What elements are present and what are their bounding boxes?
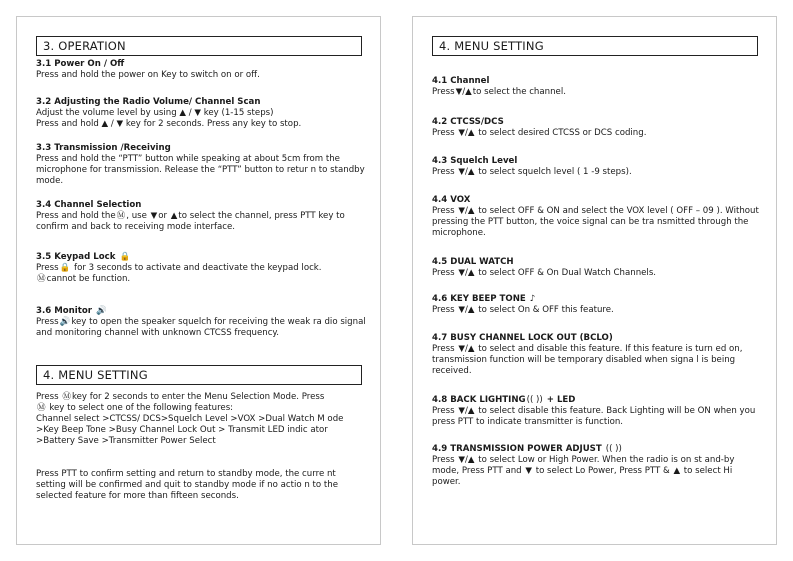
section-key-beep (432, 294, 762, 316)
text: Press (432, 455, 458, 465)
light-icon: (( )) (526, 395, 543, 405)
text: Press (432, 87, 455, 97)
up-arrow-icon: ▲ (170, 211, 178, 221)
section-body (36, 263, 366, 274)
text: + LED (543, 395, 576, 405)
text: Press (432, 268, 458, 278)
section-body: Press and hold the “PTT” button while speaking at about 5cm from the microphone for transmission. Release the “PTT” button to retur n to standby mode. (36, 154, 365, 186)
section-title (36, 252, 366, 263)
text: 4.8 BACK LIGHTING (432, 395, 526, 405)
section-dual-watch (432, 257, 762, 279)
left-page (16, 16, 381, 545)
menu-key-icon: Ⓜ (116, 211, 126, 221)
section-title: 3.3 Transmission /Receiving (36, 143, 171, 153)
section-title: 3.1 Power On / Off (36, 59, 125, 69)
section-body (432, 167, 762, 178)
section-vox (432, 195, 762, 239)
menu-key-icon: Ⓜ (37, 274, 46, 284)
section-body (432, 206, 762, 239)
section-body (432, 455, 762, 488)
text: to select Low or High Power. When the radio is on st and-by mode, Press PTT and (432, 455, 735, 476)
speaker-icon: 🔊 (96, 306, 107, 316)
section-body (432, 406, 762, 428)
down-up-arrow-icon: ▼/▲ (458, 305, 475, 315)
text: Press (432, 128, 458, 138)
section-title (432, 395, 762, 406)
section-bclo (432, 333, 762, 377)
section-keypad-lock (36, 252, 366, 285)
power-icon: (( )) (605, 444, 622, 454)
section-body (432, 305, 762, 316)
down-arrow-icon: ▼ (150, 211, 158, 221)
text: 3.5 Keypad Lock (36, 252, 116, 262)
down-up-arrow-icon: ▼/▲ (458, 167, 475, 177)
text: or (158, 211, 170, 221)
text: key for 2 seconds to enter the Menu Selection Mode. Press (71, 392, 325, 402)
section-body (432, 128, 762, 139)
text: Press (432, 406, 458, 416)
section-title (36, 306, 366, 317)
speaker-icon: 🔊 (59, 317, 71, 327)
down-up-arrow-icon: ▼/▲ (455, 87, 472, 97)
menu-setting-header: 4. MENU SETTING (432, 36, 758, 56)
text: to select and disable this feature. If this feature is turn ed on, transmission function will be temporary disabled when signa l is being received. (432, 344, 743, 376)
text: cannot be function. (46, 274, 131, 284)
section-transmission (36, 143, 366, 187)
section-volume (36, 97, 366, 130)
text: Press (432, 305, 458, 315)
section-body (432, 268, 762, 279)
text: to select disable this feature. Back Lighting will be ON when you press PTT to indicate transmitter is function. (432, 406, 756, 427)
text: to select Lo Power, Press PTT & (532, 466, 673, 476)
down-up-arrow-icon: ▼/▲ (458, 206, 475, 216)
text: to select squelch level ( 1 -9 steps). (475, 167, 632, 177)
down-arrow-icon: ▼ (525, 466, 532, 476)
text: for 3 seconds to activate and deactivate the keypad lock. (71, 263, 322, 273)
text: to select OFF & ON and select the VOX level ( OFF – 09 ). Without pressing the PTT button, the voice signal can be tra nsmitted through the microphone. (432, 206, 759, 238)
section-channel-selection (36, 200, 366, 233)
lock-icon: 🔒 (119, 252, 131, 262)
section-body (432, 87, 762, 98)
section-title (432, 444, 762, 455)
lock-icon: 🔒 (59, 263, 71, 273)
section-body (36, 392, 366, 403)
section-body (36, 274, 366, 285)
text: Press (432, 206, 458, 216)
text: Press (432, 167, 458, 177)
section-menu-confirm (36, 469, 366, 502)
down-up-arrow-icon: ▼/▲ (458, 344, 475, 354)
section-ctcss (432, 117, 762, 139)
text: Press and hold the (36, 211, 116, 221)
text: Press (432, 344, 458, 354)
down-up-arrow-icon: ▼/▲ (458, 128, 475, 138)
section-body: Adjust the volume level by using ▲ / ▼ key (1-15 steps) (36, 108, 274, 118)
text: Press (36, 263, 59, 273)
up-arrow-icon: ▲ (673, 466, 681, 476)
section-squelch (432, 156, 762, 178)
text: Press (36, 392, 62, 402)
section-title: 4.3 Squelch Level (432, 156, 518, 166)
section-body (36, 317, 366, 339)
text: , use (126, 211, 150, 221)
section-body: Press and hold ▲ / ▼ key for 2 seconds. Press any key to stop. (36, 119, 302, 129)
text: to select desired CTCSS or DCS coding. (475, 128, 647, 138)
menu-setting-header: 4. MENU SETTING (36, 365, 362, 385)
text: to select OFF & On Dual Watch Channels. (475, 268, 657, 278)
text: 3.6 Monitor (36, 306, 92, 316)
text: key to select one of the following features: (46, 403, 234, 413)
section-body: Press and hold the power on Key to switch on or off. (36, 70, 260, 80)
section-body (36, 403, 366, 414)
section-body (36, 211, 366, 233)
operation-header: 3. OPERATION (36, 36, 362, 56)
menu-key-icon: Ⓜ (37, 403, 46, 413)
down-up-arrow-icon: ▼/▲ (458, 268, 475, 278)
section-title: 4.4 VOX (432, 195, 471, 205)
section-back-lighting (432, 395, 762, 428)
section-title: 3.2 Adjusting the Radio Volume/ Channel Scan (36, 97, 261, 107)
down-up-arrow-icon: ▼/▲ (458, 406, 475, 416)
right-page (412, 16, 777, 545)
text: to select the channel. (472, 87, 566, 97)
text: Press (36, 317, 59, 327)
section-title: 4.1 Channel (432, 76, 490, 86)
section-body (432, 344, 762, 377)
section-body: Press PTT to confirm setting and return to standby mode, the curre nt setting will be confirmed and quit to standby mode if no actio n to the selected feature for more than fifteen seconds. (36, 469, 338, 501)
down-up-arrow-icon: ▼/▲ (458, 455, 475, 465)
beep-tone-icon: ♪ (529, 294, 536, 304)
text: key to open the speaker squelch for receiving the weak ra dio signal and monitoring channel with unknown CTCSS frequency. (36, 317, 366, 338)
text: to select Hi power. (432, 466, 733, 487)
section-title: 4.7 BUSY CHANNEL LOCK OUT (BCLO) (432, 333, 613, 343)
menu-key-icon: Ⓜ (62, 392, 71, 402)
section-monitor (36, 306, 366, 339)
section-title: 4.5 DUAL WATCH (432, 257, 514, 267)
section-title (432, 294, 762, 305)
section-channel (432, 76, 762, 98)
section-menu-intro (36, 392, 366, 447)
section-title: 4.2 CTCSS/DCS (432, 117, 504, 127)
text: to select On & OFF this feature. (475, 305, 614, 315)
text: to select the channel, press PTT key to confirm and back to receiving mode interface. (36, 211, 345, 232)
section-power (36, 59, 366, 81)
section-power-adjust (432, 444, 762, 488)
text: 4.6 KEY BEEP TONE (432, 294, 526, 304)
section-title: 3.4 Channel Selection (36, 200, 142, 210)
section-body: Channel select >CTCSS/ DCS>Squelch Level >VOX >Dual Watch M ode >Key Beep Tone >Busy Channel Lock Out > Transmit LED indic ator >Battery Save >Transmitter Power Select (36, 414, 344, 446)
text: 4.9 TRANSMISSION POWER ADJUST (432, 444, 602, 454)
